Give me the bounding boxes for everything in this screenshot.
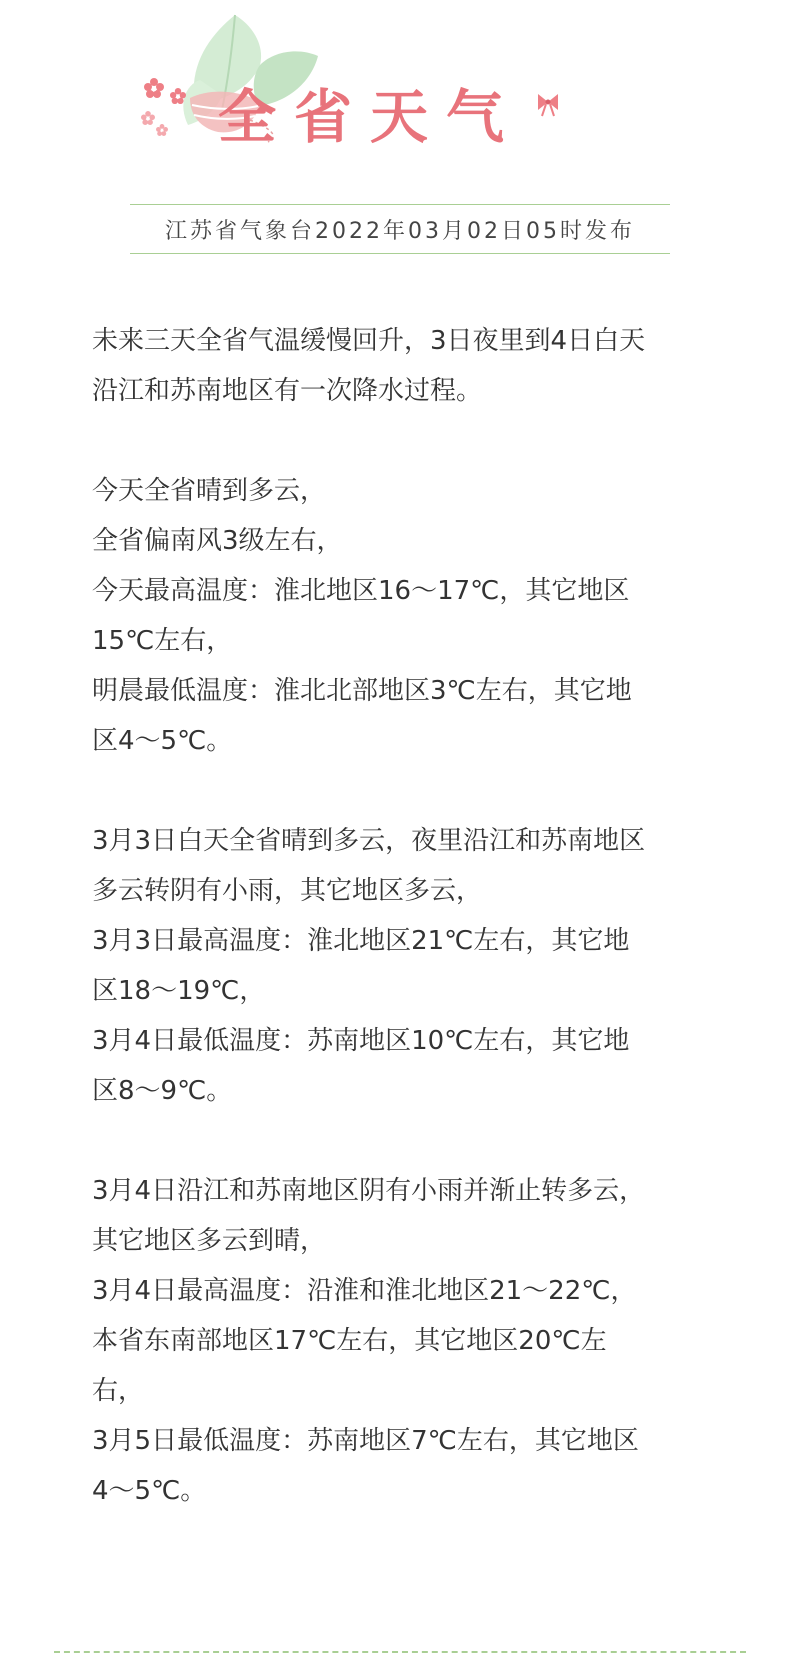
text-line: 3月3日白天全省晴到多云，夜里沿江和苏南地区 bbox=[92, 826, 646, 856]
text-line: 3月4日最低温度：苏南地区10℃左右，其它地 bbox=[92, 1026, 630, 1056]
text-line: 多云转阴有小雨，其它地区多云， bbox=[92, 876, 483, 906]
text-line: 区4～5℃。 bbox=[92, 726, 233, 756]
text-line: 全省偏南风3级左右， bbox=[92, 526, 343, 556]
text-line: 3月3日最高温度：淮北地区21℃左右，其它地 bbox=[92, 926, 630, 956]
text-line: 3月4日最高温度：沿淮和淮北地区21～22℃， bbox=[92, 1276, 637, 1306]
flower-icon bbox=[141, 78, 186, 136]
text-line: 区18～19℃， bbox=[92, 976, 266, 1006]
bow-icon bbox=[538, 94, 558, 116]
text-line: 3月4日沿江和苏南地区阴有小雨并渐止转多云， bbox=[92, 1176, 646, 1206]
forecast-paragraph-march-4 bbox=[92, 1166, 712, 1516]
text-line: 15℃左右， bbox=[92, 626, 233, 656]
publish-info bbox=[130, 204, 670, 254]
forecast-paragraph-summary bbox=[92, 316, 712, 416]
text-line: 明晨最低温度：淮北北部地区3℃左右，其它地 bbox=[92, 676, 632, 706]
text-line: 其它地区多云到晴， bbox=[92, 1226, 327, 1256]
forecast-content bbox=[92, 316, 712, 1566]
text-line: 本省东南部地区17℃左右，其它地区20℃左 bbox=[92, 1326, 607, 1356]
forecast-paragraph-today bbox=[92, 466, 712, 766]
text-line: 今天全省晴到多云， bbox=[92, 476, 327, 506]
text-line: 沿江和苏南地区有一次降水过程。 bbox=[92, 376, 483, 406]
page-title: 全省天气 bbox=[218, 83, 523, 151]
text-line: 4～5℃。 bbox=[92, 1476, 207, 1506]
footer-divider bbox=[54, 1651, 746, 1653]
text-line: 今天最高温度：淮北地区16～17℃，其它地区 bbox=[92, 576, 630, 606]
text-line: 未来三天全省气温缓慢回升，3日夜里到4日白天 bbox=[92, 326, 646, 356]
text-line: 3月5日最低温度：苏南地区7℃左右，其它地区 bbox=[92, 1426, 639, 1456]
forecast-paragraph-march-3 bbox=[92, 816, 712, 1116]
text-line: 区8～9℃。 bbox=[92, 1076, 233, 1106]
publish-text: 江苏省气象台2022年03月02日05时发布 bbox=[165, 218, 635, 244]
text-line: 右， bbox=[92, 1376, 145, 1406]
